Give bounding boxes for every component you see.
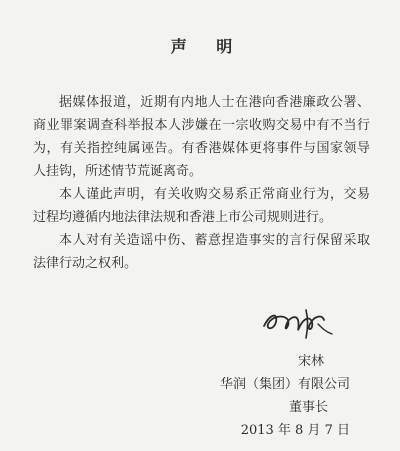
paragraph-2: 本人谨此声明，有关收购交易系正常商业行为，交易过程均遵循内地法律法规和香港上市公司规则进行。 — [33, 187, 370, 225]
signatory-position: 董事长 — [288, 400, 328, 415]
company-name: 华润（集团）有限公司 — [219, 377, 350, 392]
signatory-name: 宋林 — [297, 354, 324, 369]
paragraph-1: 据媒体报道，近期有内地人士在港向香港廉政公署、商业罪案调查科举报本人涉嫌在一宗收购交易中有不当行为，有关指控纯属诬告。有香港媒体更将事件与国家领导人挂钩，所述情节荒诞离奇。 — [33, 95, 370, 179]
paragraph-3: 本人对有关造谣中伤、蓄意捏造事实的言行保留采取法律行动之权利。 — [33, 233, 370, 271]
statement-body — [33, 91, 370, 275]
signature-block — [190, 350, 350, 442]
document-title: 声 明 — [170, 37, 245, 56]
statement-date: 2013 年 8 月 7 日 — [240, 423, 350, 438]
handwritten-signature — [262, 306, 336, 340]
